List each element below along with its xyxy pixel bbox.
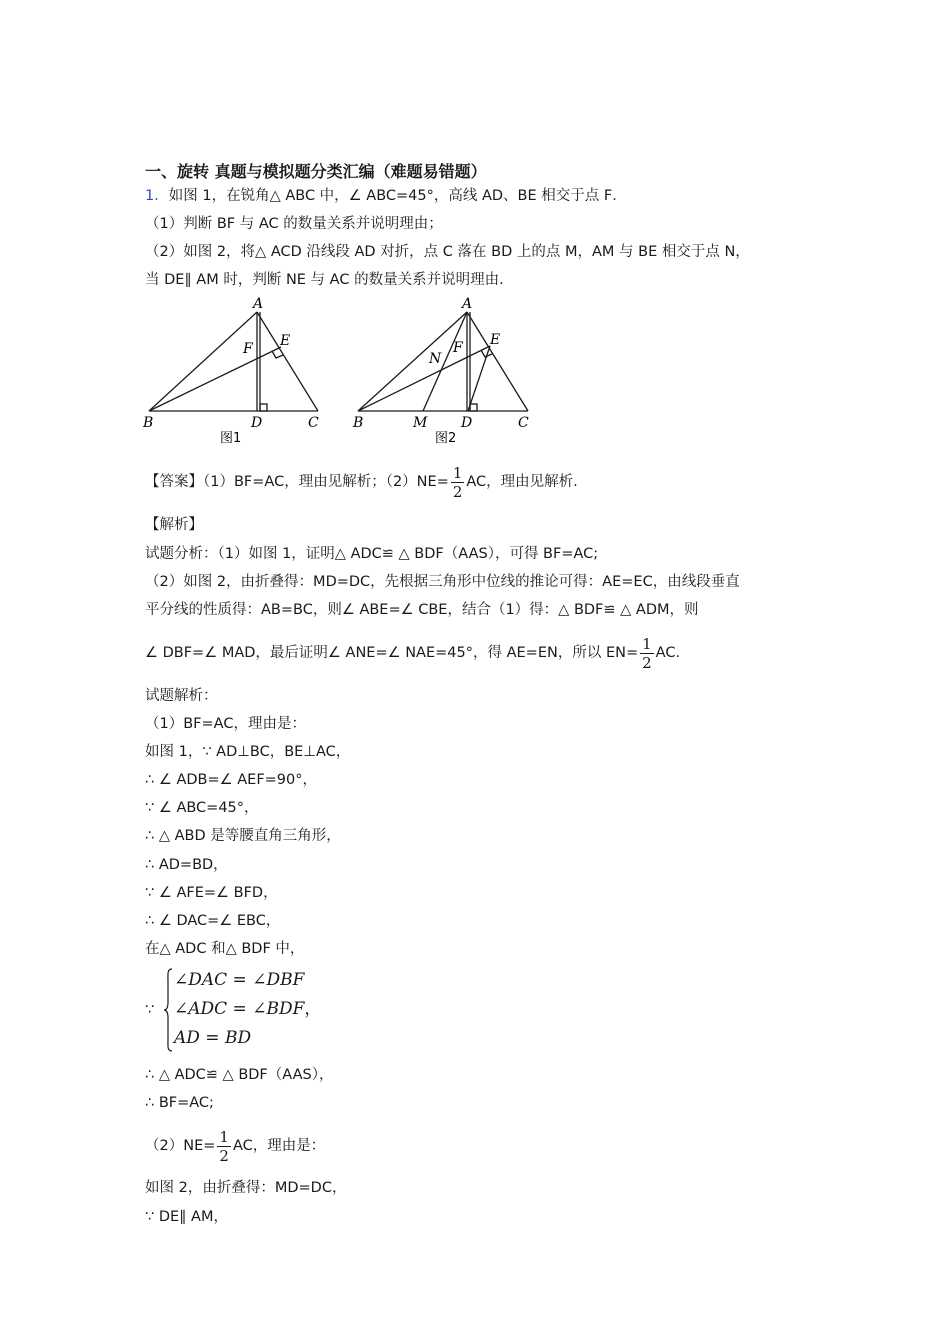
segment-ac	[257, 312, 318, 411]
question-number: 1．	[145, 188, 169, 204]
question-part2-line1: （2）如图 2，将△ ACD 沿线段 AD 对折，点 C 落在 BD 上的点 M，AM 与 BE 相交于点 N，	[145, 244, 750, 260]
question-part1: （1）判断 BF 与 AC 的数量关系并说明理由；	[145, 216, 443, 232]
label-e: E	[490, 332, 501, 348]
fraction-numerator: 1	[219, 1127, 229, 1146]
answer-text-b: AC，理由见解析.	[466, 474, 578, 490]
solution-part2-a: （2）NE=	[145, 1138, 216, 1154]
system-equation-2-text: ∠ADC = ∠BDF	[174, 999, 305, 1019]
fraction	[217, 1128, 231, 1165]
fraction-numerator: 1	[642, 634, 652, 653]
because-symbol: ∵	[145, 1002, 155, 1018]
solution-line: ∵ DE∥ AM，	[145, 1209, 228, 1225]
solution-line: ∴ BF=AC;	[145, 1095, 214, 1111]
solution-part2-b: AC，理由是：	[232, 1138, 326, 1154]
label-b: B	[143, 415, 154, 431]
solution-line: ∴ ∠ ADB=∠ AEF=90°，	[145, 772, 318, 788]
system-equation-2-comma: ，	[304, 999, 322, 1019]
figure-2	[350, 295, 550, 453]
segment-ab	[149, 312, 257, 411]
answer-text-a: （1）BF=AC，理由见解析；（2）NE=	[203, 474, 449, 490]
segment-ab	[358, 312, 467, 411]
solution-line: ∵ ∠ ABC=45°，	[145, 800, 259, 816]
label-d: D	[461, 415, 473, 431]
solution-line: ∵ ∠ AFE=∠ BFD，	[145, 885, 278, 901]
fraction-denominator: 2	[642, 653, 652, 672]
label-f: F	[243, 341, 253, 357]
analysis-line-1: 试题分析：（1）如图 1，证明△ ADC≌ △ BDF（AAS），可得 BF=AC;	[145, 546, 599, 562]
solution-line: 在△ ADC 和△ BDF 中，	[145, 941, 305, 957]
section-title: 一、旋转 真题与模拟题分类汇编（难题易错题）	[145, 162, 487, 181]
right-angle-d	[470, 404, 477, 411]
right-angle-d	[260, 404, 267, 411]
solution-heading: 试题解析：	[145, 688, 218, 704]
label-a: A	[253, 296, 264, 312]
solution-line-part2	[145, 1126, 325, 1166]
solution-line: ∴ △ ADC≌ △ BDF（AAS），	[145, 1067, 334, 1083]
answer-line	[145, 462, 578, 502]
label-n: N	[429, 351, 442, 367]
fraction	[640, 635, 654, 672]
fraction-denominator: 2	[452, 482, 463, 501]
solution-line: （1）BF=AC，理由是：	[145, 716, 306, 732]
solution-line: 如图 1，∵ AD⊥BC，BE⊥AC，	[145, 744, 351, 760]
analysis-line-2: （2）如图 2，由折叠得：MD=DC，先根据三角形中位线的推论可得：AE=EC，由线段垂直	[145, 574, 740, 590]
analysis-line-4-a: ∠ DBF=∠ MAD，最后证明∠ ANE=∠ NAE=45°，得 AE=EN，所以 EN=	[145, 645, 639, 661]
analysis-label: 【解析】	[145, 517, 203, 533]
question-part2-line2: 当 DE∥ AM 时，判断 NE 与 AC 的数量关系并说明理由．	[145, 272, 514, 288]
analysis-line-4-b: AC.	[655, 645, 681, 661]
fraction-numerator: 1	[452, 463, 463, 482]
label-d: D	[251, 415, 263, 431]
fraction	[451, 464, 465, 501]
system-equation-2	[174, 999, 321, 1019]
segment-ac	[467, 312, 528, 411]
altitude-be	[149, 347, 281, 411]
label-f: F	[453, 340, 463, 356]
system-brace	[163, 968, 173, 1052]
label-a: A	[462, 296, 473, 312]
figure-1-caption: 图1	[220, 431, 242, 446]
question-stem	[145, 186, 627, 206]
analysis-line-4	[145, 633, 680, 673]
label-m: M	[413, 415, 428, 431]
system-equation-1: ∠DAC = ∠DBF	[174, 970, 305, 990]
analysis-line-3: 平分线的性质得：AB=BC，则∠ ABE=∠ CBE，结合（1）得：△ BDF≌ △ ADM，则	[145, 602, 699, 618]
solution-line: ∴ AD=BD，	[145, 857, 228, 873]
label-c: C	[518, 415, 529, 431]
system-equation-3: AD = BD	[174, 1028, 252, 1048]
solution-line: ∴ △ ABD 是等腰直角三角形，	[145, 828, 341, 844]
figure-2-caption: 图2	[435, 431, 457, 446]
label-e: E	[280, 333, 291, 349]
answer-label: 【答案】	[145, 474, 203, 490]
fraction-denominator: 2	[219, 1146, 229, 1165]
solution-line: 如图 2，由折叠得：MD=DC，	[145, 1180, 347, 1196]
label-c: C	[308, 415, 319, 431]
question-stem-text: 如图 1，在锐角△ ABC 中，∠ ABC=45°，高线 AD、BE 相交于点 F．	[168, 188, 627, 204]
label-b: B	[353, 415, 364, 431]
figure-1	[140, 295, 340, 453]
solution-line: ∴ ∠ DAC=∠ EBC，	[145, 913, 281, 929]
